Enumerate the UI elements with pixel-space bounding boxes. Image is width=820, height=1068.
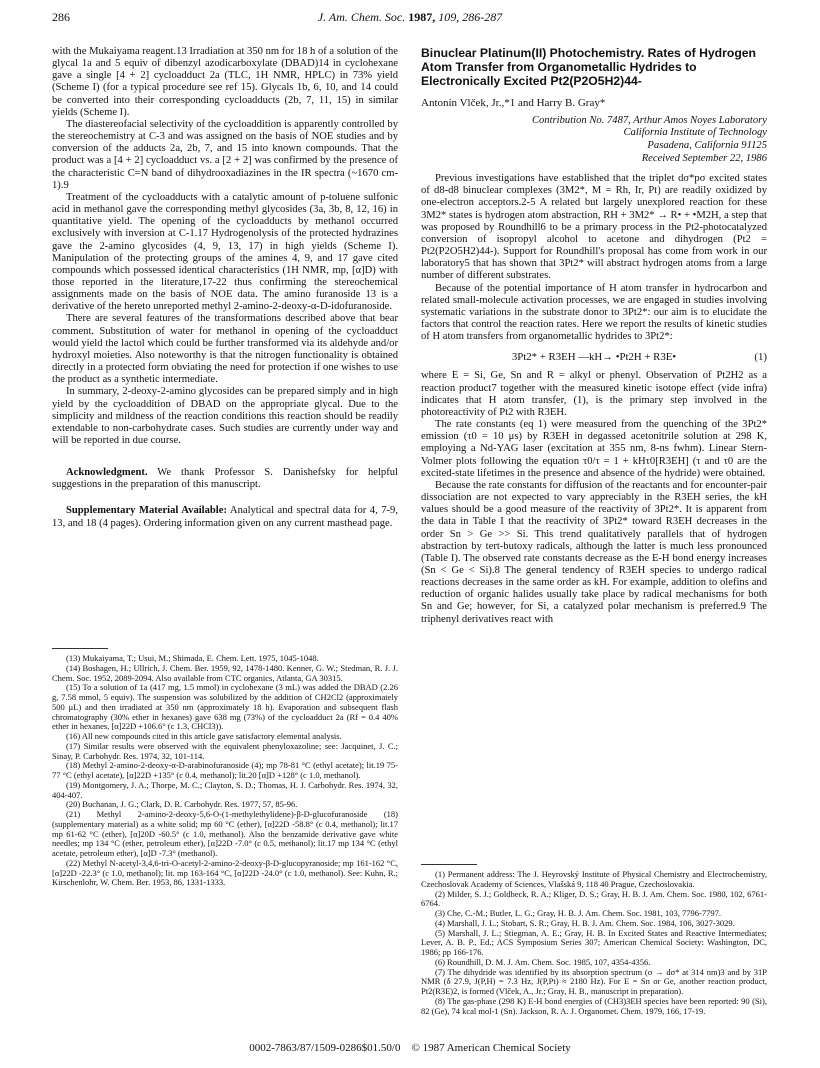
right-column [421, 46, 767, 626]
journal-year: 1987, [408, 10, 436, 24]
acknowledgment-text: We thank Professor S. Danishefsky for helpful suggestions in the preparation of this manuscript. [52, 467, 398, 491]
affiliation-line: Contribution No. 7487, Arthur Amos Noyes Laboratory [531, 114, 767, 126]
right-references [421, 870, 767, 1016]
reference-item: (15) To a solution of 1a (417 mg, 1.5 mmol) in cyclohexane (3 mL) was added the DBAD (2.26 g, 7.58 mmol, 5 equiv). The suspension was solubilized by the addition of CH2Cl2 (approximately 500 μL) and then irradiated at 350 nm (approximately 18 h). Evaporation and subsequent flash chromatography (30% ether in hexanes) gave 638 mg (73%) of the cycloadduct 2a (Rf = 0.4 40% ether in hexanes, [α]22D +106.6° (c 1.3, CHCl3)). [52, 682, 398, 732]
left-column [52, 46, 398, 530]
body-paragraph: Previous investigations have established that the triplet dσ*pσ excited states of d8-d8 binuclear complexes (3M2*, M = Rh, Ir, Pt) are readily oxidized by one-electron acceptors.2-5 A related but largely unexplored reaction for these 3M2* states is hydrogen atom abstraction, RH + 3M2* → R• + •M2H, a step that was proposed by Roundhill6 to be a primary process in the Pt2-photocatalyzed conversion of isopropyl alcohol to acetone and dihydrogen (Pt2 = Pt2(P2O5H2)44-). Support for Roundhill's proposal has come from work in our laboratory5 that has shown that 3Pt2* will abstract hydrogen atoms from a large number of different substrates. [421, 173, 767, 282]
reference-item: (22) Methyl N-acetyl-3,4,6-tri-O-acetyl-2-amino-2-deoxy-β-D-glucopyranoside; mp 161-162 °C, [α]22D -22.3° (c 1.0, methanol); lit. mp 163-164 °C, [α]22D -24.0° (c 1.0, methanol). See: Kuhn, R.; Kirschenlohr, W. Chem. Ber. 1953, 86, 1331-1333. [52, 857, 398, 888]
supplementary-text: Analytical and spectral data for 4, 7-9, 13, and 18 (4 pages). Ordering information given on any current masthead page. [52, 505, 398, 529]
reference-item: (8) The gas-phase (298 K) E-H bond energies of (CH3)3EH species have been reported: 90 (Si), 82 (Ge), 74 kcal mol-1 (Sn). Jackson, R. A. J. Organomet. Chem. 1979, 166, 17-19. [421, 995, 767, 1016]
footer-copyright: © 1987 American Chemical Society [411, 1042, 571, 1054]
page-number: 286 [52, 10, 70, 24]
reference-item: (19) Montgomery, J. A.; Thorpe, M. C.; Clayton, S. D.; Thomas, H. J. Carbohydr. Res. 1974, 32, 404-407. [52, 779, 398, 800]
reference-item: (16) All new compounds cited in this article gave satisfactory elemental analysis. [66, 731, 342, 741]
journal-volume-pages: 109, 286-287 [438, 10, 503, 24]
body-paragraph: There are several features of the transformations described above that bear comment. Substitution of water for methanol in opening of the cycloadduct would yield the lactol which could be further transformed via its aldehyde and/or hydroxyl moieties. Also noteworthy is that the nitrogen functionality is obtained directly in a protected form obviating the need for protection if one wishes to use the product as a synthetic intermediate. [52, 313, 398, 386]
body-paragraph: Because of the potential importance of H atom transfer in hydrocarbon and related small-molecule activation processes, we are engaged in studies involving systematic variations in the substrate donor to 3Pt2*: our aim is to elucidate the factors that control the reaction rates. Here we report the results of kinetic studies of H atom transfers from organometallic hydrides to 3Pt2*: [421, 282, 767, 343]
equation-number: (1) [754, 351, 767, 364]
reference-item: (2) Milder, S. J.; Goldbeck, R. A.; Kliger, D. S.; Gray, H. B. J. Am. Chem. Soc. 1980, 102, 6761-6764. [421, 888, 767, 909]
body-paragraph: with the Mukaiyama reagent.13 Irradiation at 350 nm for 18 h of a solution of the glycal 1a and 5 equiv of dibenzyl azodicarboxylate (DBAD)14 in cyclohexane gave a single [4 + 2] cycloadduct 2a (TLC, 1H NMR, HPLC) in 73% yield (Scheme I) (for a typical procedure see ref 15). Glycals 1b, 6, 10, and 14 could be converted into their corresponding cycloadducts (2b, 7, 11, 15) in similar yields (Scheme I). [52, 46, 398, 118]
affiliation-line: California Institute of Technology [623, 127, 767, 139]
reference-item: (14) Boshagen, H.; Ullrich, J. Chem. Ber. 1959, 92, 1478-1480. Kenner, G. W.; Stedman, R. J. J. Chem. Soc. 1952, 2089-2094. Also available from CTC organics, Atlanta, GA 30315. [52, 662, 398, 683]
footnote-rule [52, 648, 108, 649]
reference-item: (5) Marshall, J. L.; Stiegman, A. E.; Gray, H. B. In Excited States and Reactive Intermediates; Lever, A. B. P., Ed.; ACS Symposium Series 307; American Chemical Society: Washington, DC, 1986; pp 166-176. [421, 927, 767, 957]
reference-item: (1) Permanent address: The J. Heyrovský Institute of Physical Chemistry and Electrochemistry, Czechoslovak Academy of Sciences, Vlašská 9, 118 40 Prague, Czechoslovakia. [421, 869, 767, 889]
page-header [52, 10, 768, 26]
acknowledgment-heading: Acknowledgment. [66, 467, 148, 479]
footnote-rule [421, 864, 477, 865]
article-title: Binuclear Platinum(II) Photochemistry. Rates of Hydrogen Atom Transfer from Organometallic Hydrides to Electronically Excited Pt2(P2O5H2)44- [421, 46, 756, 89]
page-footer [0, 1042, 820, 1054]
affiliation [421, 115, 767, 165]
equation-text: 3Pt2* + R3EH —kH→ •Pt2H + R3E• [511, 351, 677, 364]
reference-item: (6) Roundhill, D. M. J. Am. Chem. Soc. 1985, 107, 4354-4356. [435, 956, 651, 967]
affiliation-line: Pasadena, California 91125 [647, 139, 767, 151]
supplementary-heading: Supplementary Material Available: [66, 505, 227, 517]
journal-citation [52, 10, 768, 25]
body-paragraph: Treatment of the cycloadducts with a catalytic amount of p-toluene sulfonic acid in methanol gave the corresponding methyl glycosides (3a, 3b, 8, 12, 16) in quantitative yield. The opening of the cycloadducts by methanol occurred exclusively with inversion at C-1.17 Hydrogenolysis of the protected hydrazines gave the 2-amino glycosides (4, 9, 13, 17) in high yields (Scheme I). Manipulation of the protecting groups of the amines 4, 9, and 17 gave cited compounds which possessed identical characteristics (1H NMR, mp, [α]D) with those reported in the literature,17-22 thus confirming the stereochemical assignments made on the basis of NOE data. The amino furanoside 13 is a derivative of the hereto unreported methyl 2-amino-2-deoxy-α-D-idofuranoside. [52, 191, 398, 313]
body-paragraph: The diastereofacial selectivity of the cycloaddition is apparently controlled by the stereochemistry at C-3 and was assigned on the basis of NOE studies and by conversion of the adducts 2a, 2b, 7, and 15 into known compounds. That the product was a [4 + 2] cycloadduct vs. a [2 + 2] was confirmed by the presence of the characteristic C=N band of dihydrooxadiazines in the IR spectra (~1670 cm-1).9 [52, 118, 398, 191]
body-paragraph: The rate constants (eq 1) were measured from the quenching of the 3Pt2* emission (τ0 = 10 μs) by R3EH in degassed acetonitrile solution at 298 K, employing a Nd-YAG laser (excitation at 355 nm, 8-ns fwhm). Linear Stern-Volmer plots following the equation τ0/τ = 1 + kHτ0[R3EH] (τ and τ0 are the excited-state lifetimes in the presence and absence of the hydride) were obtained. [421, 419, 767, 479]
reference-item: (20) Buchanan, J. G.; Clark, D. R. Carbohydr. Res. 1977, 57, 85-96. [66, 799, 298, 810]
reference-item: (7) The dihydride was identified by its absorption spectrum (σ → dσ* at 314 nm)3 and by 31P NMR (δ 27.9, J(P,H) = 7.3 Hz, J(P,Pt) ≈ 2180 Hz). For E = Sn or Ge, another reaction product, Pt2(R3E)2, is formed (Vlček, A., Jr.; Gray, H. B., manuscript in preparation). [421, 966, 767, 996]
equation-1 [421, 351, 767, 363]
left-references [52, 654, 398, 888]
acknowledgment [52, 467, 398, 491]
reference-item: (4) Marshall, J. L.; Stobart, S. R.; Gray, H. B. J. Am. Chem. Soc. 1984, 106, 3027-3029. [435, 917, 735, 928]
article-authors: Antonín Vlček, Jr.,*1 and Harry B. Gray* [421, 96, 606, 109]
reference-item: (21) Methyl 2-amino-2-deoxy-5,6-O-(1-methylethylidene)-β-D-glucofuranoside (18) (supplementary material) as a white solid; mp 60 °C (ether), [α]22D -58.8° (c 0.4, methanol); lit.17 mp 61-62 °C (ether), [α]20D -60.5° (c 1.0, methanol). Also the benzamide derivative gave white needles; mp 134 °C (ether, petroleum ether), [α]22D -7.0° (c 0.5, methanol); lit.17 mp 134 °C (ethyl acetate, petroleum ether), [α]D -7.3° (methanol). [52, 809, 398, 858]
journal-name: J. Am. Chem. Soc. [317, 10, 406, 24]
reference-item: (18) Methyl 2-amino-2-deoxy-α-D-arabinofuranoside (4); mp 78-81 °C (ethyl acetate); lit.19 75-77 °C (ethyl acetate), [α]22D +135° (c 0.4, methanol); lit.20 [α]D +128° (c 1.0, methanol). [52, 760, 398, 780]
reference-item: (13) Mukaiyama, T.; Usui, M.; Shimada, E. Chem. Lett. 1975, 1045-1048. [66, 653, 319, 663]
footer-code: 0002-7863/87/1509-0286$01.50/0 [249, 1042, 401, 1054]
reference-item: (3) Che, C.-M.; Butler, L. G.; Gray, H. B. J. Am. Chem. Soc. 1981, 103, 7796-7797. [435, 908, 721, 918]
body-paragraph: In summary, 2-deoxy-2-amino glycosides can be prepared simply and in high yield by the cycloaddition of DBAD on the appropriate glycal. Due to the simplicity and mildness of the reaction conditions this reaction should be readily extendable to non-carbohydrate cases. Such studies are currently under way and will be reported in due course. [52, 386, 398, 446]
reference-item: (17) Similar results were observed with the equivalent phenyloxazoline; see: Jacquinet, J. C.; Sinay, P. Carbohydr. Res. 1974, 32, 101-114. [52, 740, 398, 761]
received-date: Received September 22, 1986 [641, 152, 767, 164]
supplementary-material [52, 505, 398, 529]
body-paragraph: where E = Si, Ge, Sn and R = alkyl or phenyl. Observation of Pt2H2 as a reaction product7 together with the measured kinetic isotope effect (vide infra) indicates that H atom transfer, (1), is the primary step involved in the photoreactivity of Pt2 with R3EH. [421, 370, 767, 418]
body-paragraph: Because the rate constants for diffusion of the reactants and for encounter-pair dissociation are not expected to vary appreciably in the R3EH series, the kH values should be a good measure of the reactivity of 3Pt2*. It is apparent from the data in Table I that the reactivity of 3Pt2* toward R3EH decreases in the order Sn > Ge >> Si. This trend qualitatively parallels that of hydrogen abstraction by tert-butoxy radicals, although the latter is much less pronounced (Table I). The observed rate constants decrease as the E-H bond energy increases (Sn < Ge < Si).8 The general tendency of R3EH species to undergo radical reactions decreases in the same order as kH. For example, addition to olefins and reduction of organic halides usually take place by radical mechanisms for both Sn and Ge; however, for Si, a catalyzed polar mechanism is preferred.9 The triphenyl derivatives react with [421, 479, 767, 625]
